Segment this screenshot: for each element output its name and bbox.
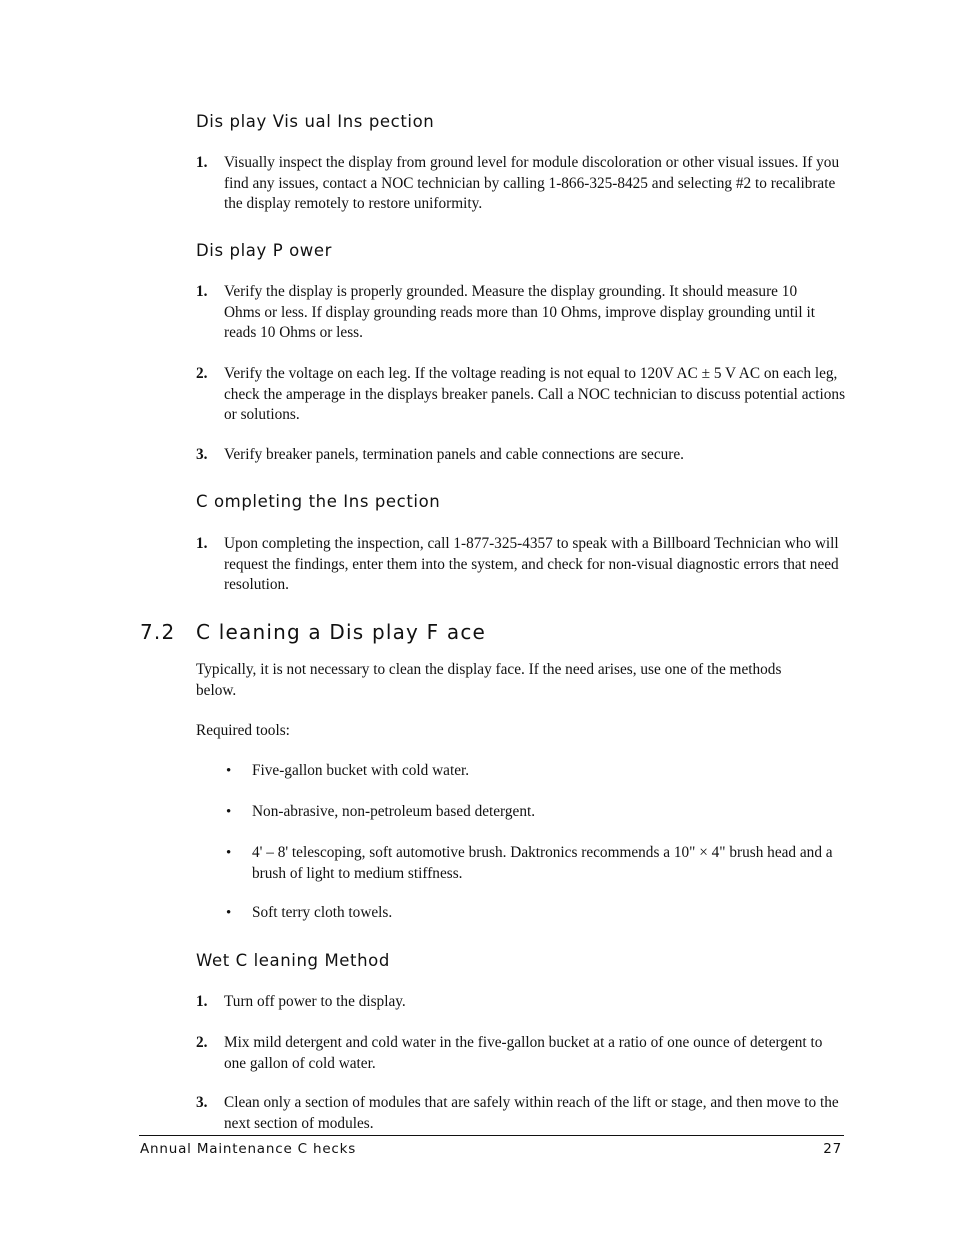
section-heading-display-power: Dis play P ower — [196, 241, 333, 260]
step-text: Visually inspect the display from ground level for module discoloration or other visual issues. If you find any issues, contact a NOC technician by calling 1-866-325-8425 and selecting #2 to recalibrate the display remotely to restore uniformity. — [224, 154, 840, 212]
step-number: 3. — [196, 1094, 208, 1111]
bullet-icon: • — [226, 905, 232, 921]
step-text: Verify the voltage on each leg. If the voltage reading is not equal to 120V AC ± 5 V AC on each leg, check the amperage in the displays breaker panels. Call a NOC technician to discuss potential actions or solutions. — [224, 365, 846, 423]
section-heading-visual-inspection: Dis play Vis ual Ins pection — [196, 112, 435, 131]
step-number: 1. — [196, 283, 208, 300]
bullet-icon: • — [226, 804, 232, 820]
step-number: 2. — [196, 1034, 208, 1051]
step-number: 3. — [196, 446, 208, 463]
page-number: 27 — [823, 1141, 842, 1157]
footer-divider — [139, 1135, 844, 1136]
step-text: Verify breaker panels, termination panels and cable connections are secure. — [224, 446, 684, 463]
section-heading-cleaning: C leaning a Dis play F ace — [196, 620, 487, 644]
step-text: Upon completing the inspection, call 1-877-325-4357 to speak with a Billboard Technician who will request the findings, enter them into the system, and check for non-visual diagnostic errors that need resolution. — [224, 535, 839, 593]
step-number: 1. — [196, 535, 208, 552]
step-number: 1. — [196, 154, 208, 171]
intro-paragraph: Typically, it is not necessary to clean the display face. If the need arises, use one of the methods below. — [196, 661, 782, 699]
footer-title: Annual Maintenance C hecks — [140, 1141, 357, 1157]
step-number: 2. — [196, 365, 208, 382]
list-item: Five-gallon bucket with cold water. — [252, 762, 470, 779]
bullet-icon: • — [226, 845, 232, 861]
bullet-icon: • — [226, 763, 232, 779]
step-text: Verify the display is properly grounded. Measure the display grounding. It should measure 10 Ohms or less. If display grounding reads more than 10 Ohms, improve display grounding until it reads 10 Ohms or less. — [224, 283, 815, 341]
list-item: Soft terry cloth towels. — [252, 904, 393, 921]
step-text: Mix mild detergent and cold water in the five-gallon bucket at a ratio of one ounce of detergent to one gallon of cold water. — [224, 1034, 823, 1072]
list-item: Non-abrasive, non-petroleum based detergent. — [252, 803, 536, 820]
section-heading-wet-cleaning: Wet C leaning Method — [196, 951, 390, 970]
list-item: 4' – 8' telescoping, soft automotive brush. Daktronics recommends a 10" × 4" brush head and a brush of light to medium stiffness. — [252, 844, 833, 882]
section-number: 7.2 — [140, 620, 176, 644]
tools-label: Required tools: — [196, 722, 290, 739]
step-text: Clean only a section of modules that are safely within reach of the lift or stage, and then move to the next section of modules. — [224, 1094, 839, 1132]
step-number: 1. — [196, 993, 208, 1010]
step-text: Turn off power to the display. — [224, 993, 406, 1010]
section-heading-completing-inspection: C ompleting the Ins pection — [196, 492, 441, 511]
